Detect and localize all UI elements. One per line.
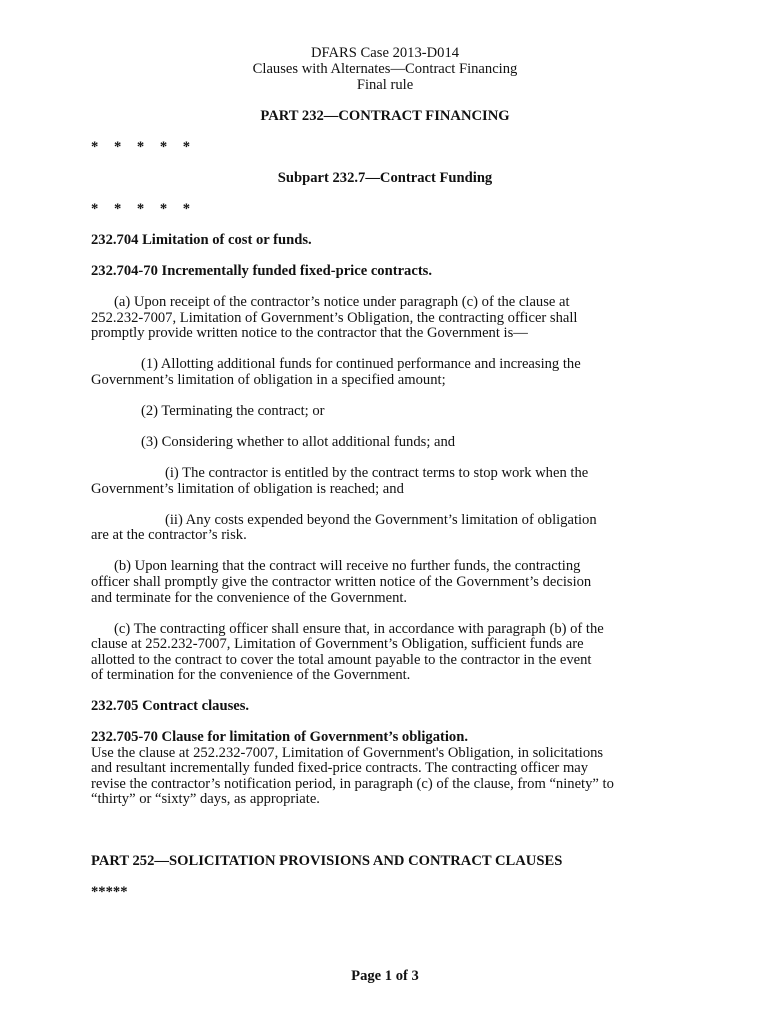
- stars-divider-3: *****: [91, 884, 128, 900]
- para-c-line-4: of termination for the convenience of the Government.: [91, 667, 411, 683]
- header-status: Final rule: [356, 77, 414, 93]
- para-c-line-3: allotted to the contract to cover the total amount payable to the contractor in the event: [91, 652, 592, 668]
- subpart-title: Subpart 232.7—Contract Funding: [277, 170, 493, 186]
- para-705-70-line-4: “thirty” or “sixty” days, as appropriate.: [91, 791, 320, 807]
- para-b-line-3: and terminate for the convenience of the Government.: [91, 590, 408, 606]
- para-c-line-1: (c) The contracting officer shall ensure that, in accordance with paragraph (b) of the: [114, 621, 604, 637]
- para-a3ii-line-2: are at the contractor’s risk.: [91, 527, 247, 543]
- section-232-705: 232.705 Contract clauses.: [91, 698, 250, 714]
- para-a-line-3: promptly provide written notice to the contractor that the Government is—: [91, 325, 528, 341]
- para-705-70-line-1: Use the clause at 252.232-7007, Limitation of Government's Obligation, in solicitations: [91, 745, 604, 761]
- para-a3i-line-2: Government’s limitation of obligation is reached; and: [91, 481, 404, 497]
- para-a3i-line-1: (i) The contractor is entitled by the contract terms to stop work when the: [165, 465, 589, 481]
- para-a-line-1: (a) Upon receipt of the contractor’s notice under paragraph (c) of the clause at: [114, 294, 570, 310]
- stars-divider-1: * * * * *: [91, 139, 191, 155]
- para-b-line-2: officer shall promptly give the contractor written notice of the Government’s decision: [91, 574, 592, 590]
- para-a2: (2) Terminating the contract; or: [141, 403, 325, 419]
- stars-divider-2: * * * * *: [91, 201, 191, 217]
- para-a1-line-1: (1) Allotting additional funds for continued performance and increasing the: [141, 356, 581, 372]
- section-232-704-70: 232.704-70 Incrementally funded fixed-price contracts.: [91, 263, 433, 279]
- para-a1-line-2: Government’s limitation of obligation in a specified amount;: [91, 372, 446, 388]
- para-a3ii-line-1: (ii) Any costs expended beyond the Government’s limitation of obligation: [165, 512, 597, 528]
- para-c-line-2: clause at 252.232-7007, Limitation of Government’s Obligation, sufficient funds are: [91, 636, 584, 652]
- section-232-705-70: 232.705-70 Clause for limitation of Government’s obligation.: [91, 729, 468, 745]
- para-705-70-line-2: and resultant incrementally funded fixed-price contracts. The contracting officer may: [91, 760, 589, 776]
- para-705-70-line-3: revise the contractor’s notification period, in paragraph (c) of the clause, from “ninety” to: [91, 776, 614, 792]
- header-case: DFARS Case 2013-D014: [310, 45, 460, 61]
- part-252-title: PART 252—SOLICITATION PROVISIONS AND CONTRACT CLAUSES: [91, 853, 563, 869]
- header-subject: Clauses with Alternates—Contract Financing: [252, 61, 518, 77]
- part-232-title: PART 232—CONTRACT FINANCING: [260, 108, 510, 124]
- para-a-line-2: 252.232-7007, Limitation of Government’s Obligation, the contracting officer shall: [91, 310, 578, 326]
- page-number-footer: Page 1 of 3: [351, 968, 419, 984]
- para-b-line-1: (b) Upon learning that the contract will receive no further funds, the contracting: [114, 558, 581, 574]
- section-232-704: 232.704 Limitation of cost or funds.: [91, 232, 312, 248]
- para-a3: (3) Considering whether to allot additional funds; and: [141, 434, 456, 450]
